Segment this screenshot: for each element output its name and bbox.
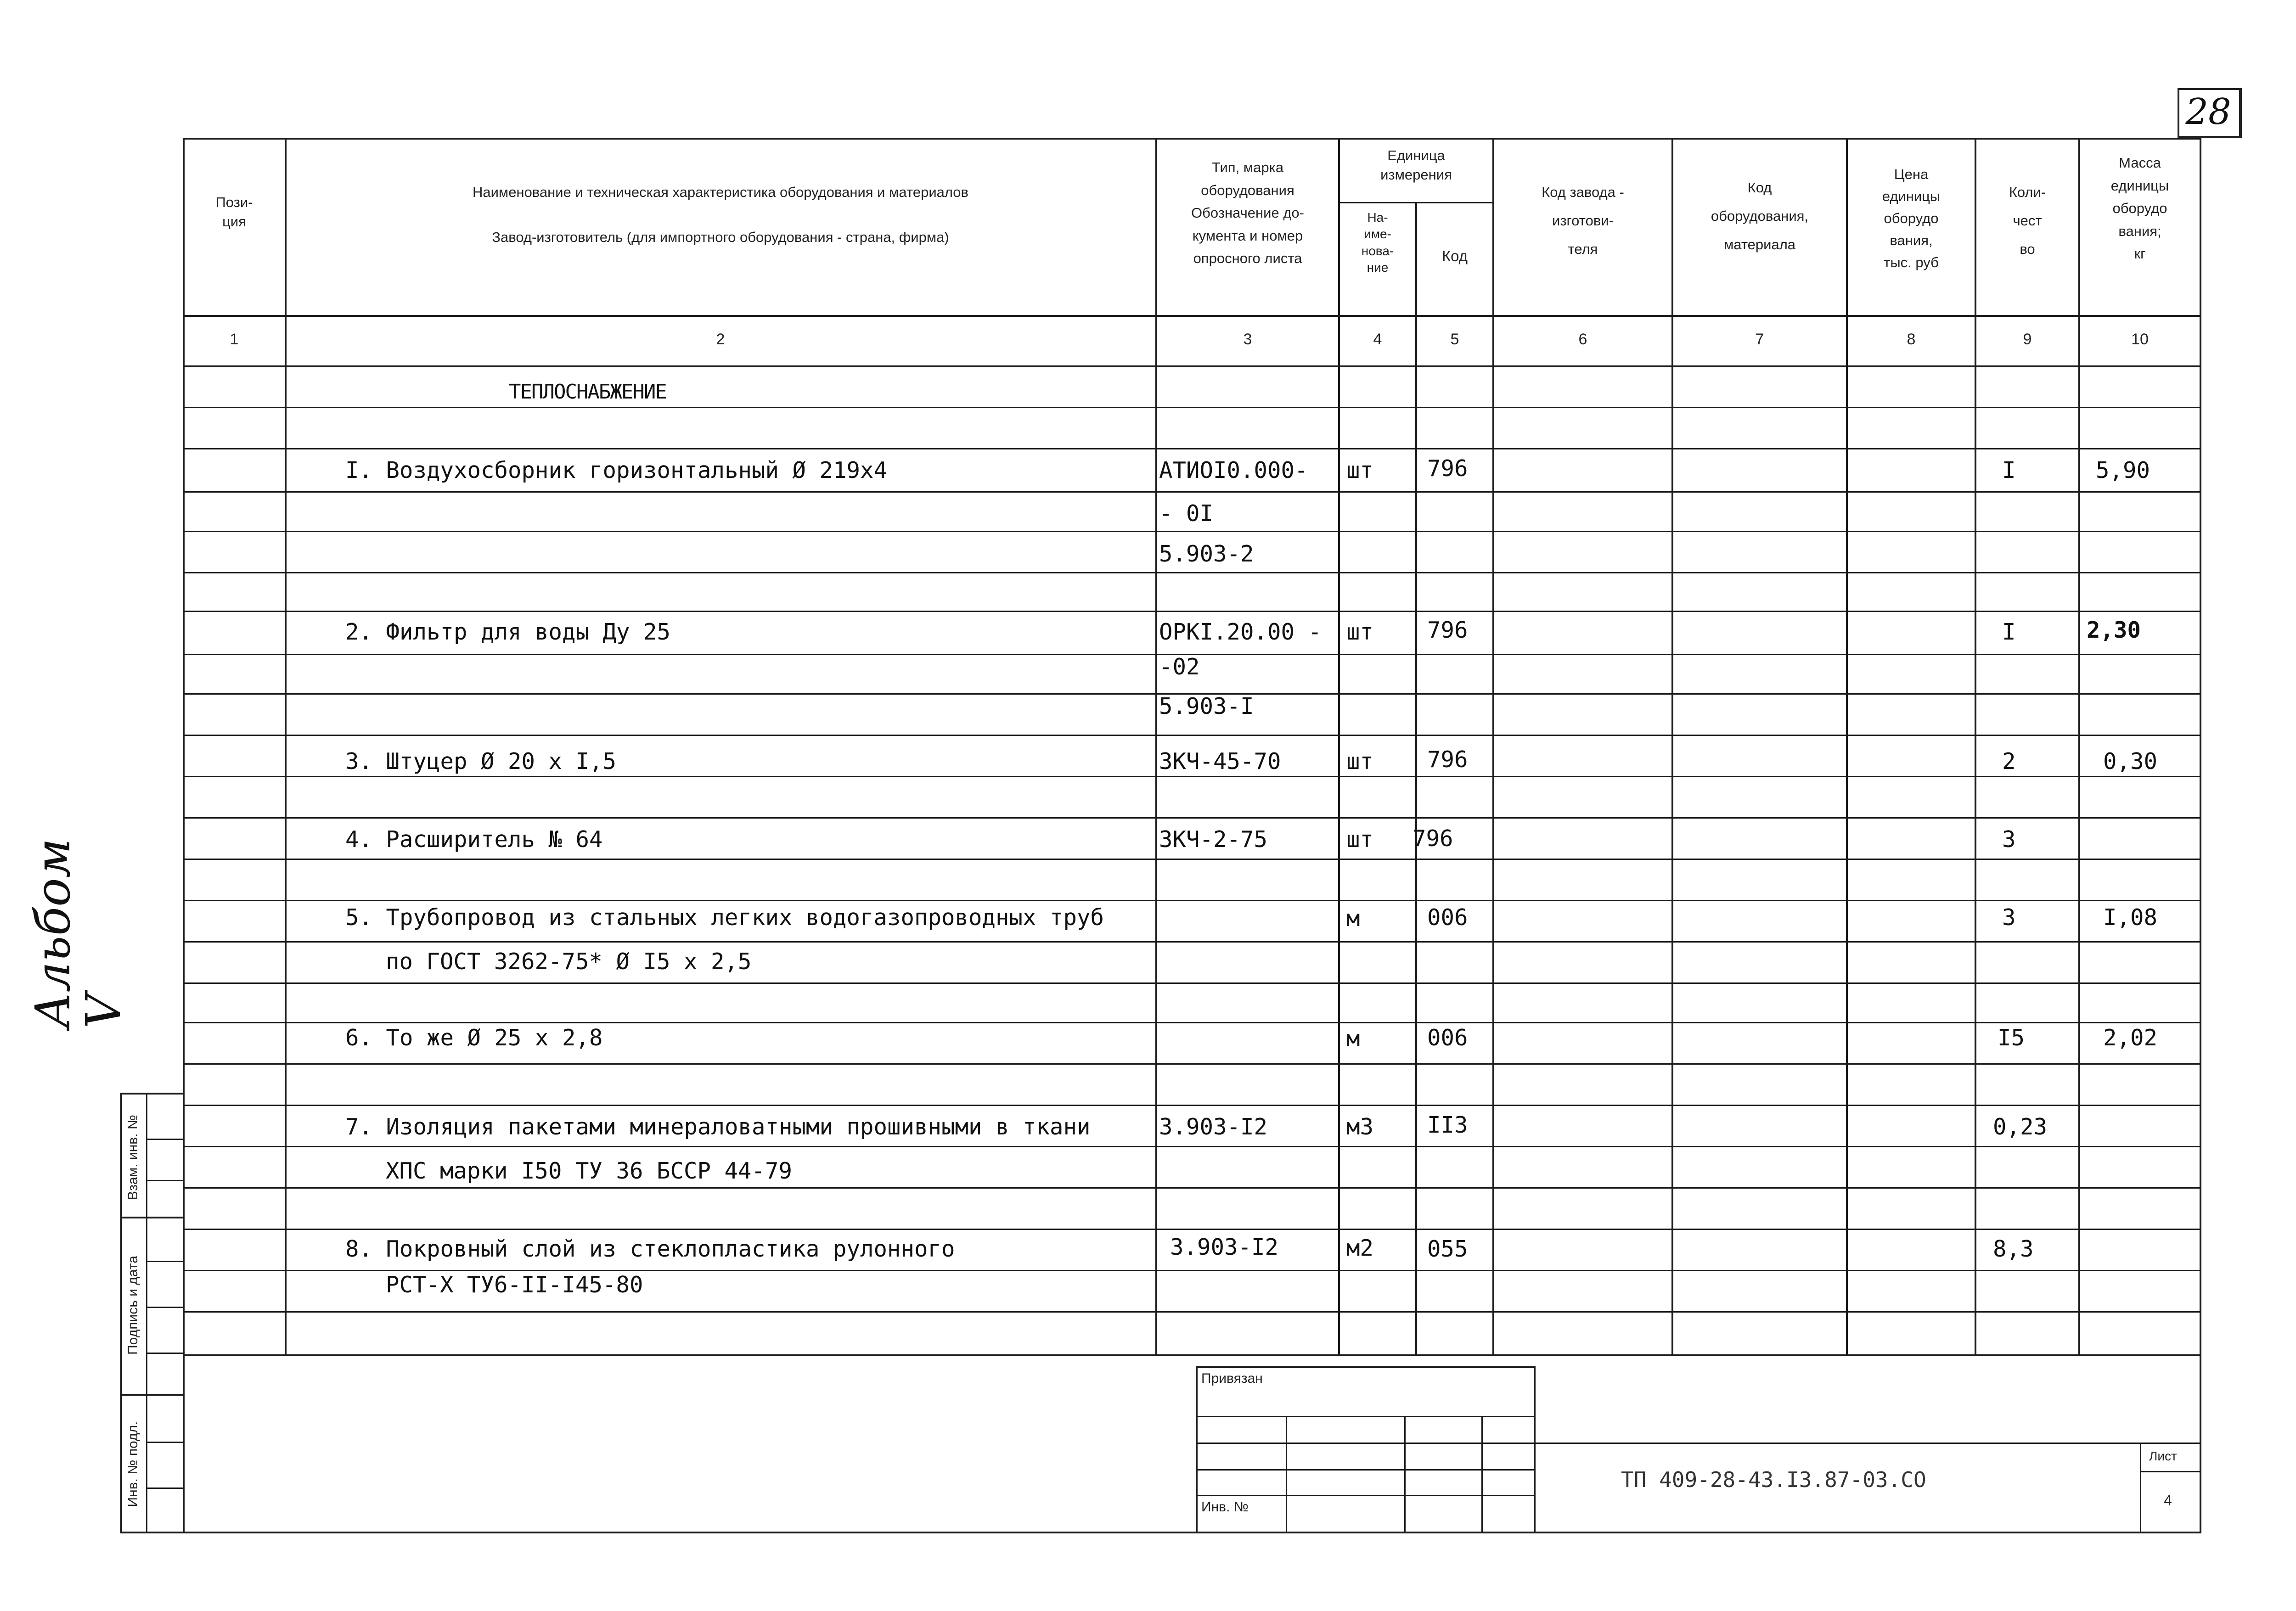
header-price: Цена единицы оборудо вания, тыс. руб (1882, 166, 1941, 271)
item-unit: шт (1346, 619, 1374, 645)
item-type: АТИОI0.000- (1159, 457, 1308, 483)
header-name-line1: Наименование и техническая характеристика оборудования и материалов (472, 184, 969, 200)
item-unit-code: 055 (1427, 1236, 1468, 1262)
item-mass: 5,90 (2096, 457, 2150, 483)
item-unit: шт (1346, 826, 1374, 853)
item-name: РСТ-Х ТУ6-II-I45-80 (386, 1272, 643, 1298)
item-unit: м (1346, 905, 1360, 932)
column-number: 10 (2131, 331, 2149, 348)
item-name: по ГОСТ 3262-75* Ø I5 х 2,5 (386, 949, 752, 975)
side-stamp-replace-inv: Взам. инв. № (125, 1115, 141, 1200)
item-mass: 2,30 (2087, 617, 2141, 643)
item-name: 8. Покровный слой из стеклопластика рулонного (345, 1236, 955, 1262)
item-name: 6. То же Ø 25 х 2,8 (345, 1025, 603, 1051)
header-unit: Единица измерения (1380, 147, 1452, 183)
header-type: Тип, марка оборудования Обозначение до- кумента и номер опросного листа (1191, 159, 1304, 267)
item-unit: шт (1346, 457, 1374, 483)
item-name: 2. Фильтр для воды Ду 25 (345, 619, 671, 645)
item-type: 3.903-I2 (1159, 1114, 1268, 1140)
item-unit-code: 006 (1427, 904, 1468, 931)
header-unit-code: Код (1441, 247, 1468, 264)
side-stamp-inv-orig: Инв. № подл. (125, 1421, 141, 1507)
item-quantity: I (2002, 457, 2016, 483)
section-title: ТЕПЛОСНАБЖЕНИЕ (509, 380, 666, 404)
item-unit: м2 (1346, 1235, 1374, 1261)
header-name-line2: Завод-изготовитель (для импортного оборудования - страна, фирма) (492, 229, 949, 245)
item-quantity: 8,3 (1993, 1236, 2034, 1262)
item-name: 4. Расширитель № 64 (345, 826, 603, 853)
item-unit-code: II3 (1427, 1112, 1468, 1138)
header-position: Пози- ция (215, 194, 253, 230)
item-quantity: 0,23 (1993, 1114, 2048, 1140)
item-quantity: 3 (2002, 826, 2016, 853)
column-number: 5 (1450, 331, 1459, 348)
header-factory-code: Код завода - изготови- теля (1542, 184, 1624, 257)
item-mass: 0,30 (2103, 748, 2158, 775)
column-number: 6 (1578, 331, 1587, 348)
item-unit-code: 006 (1427, 1025, 1468, 1051)
document-code: ТП 409-28-43.I3.87-03.CO (1621, 1467, 1926, 1492)
item-name: 5. Трубопровод из стальных легких водогазопроводных труб (345, 904, 1104, 931)
item-type: ЗКЧ-2-75 (1159, 826, 1268, 853)
column-number: 8 (1907, 331, 1916, 348)
header-mass: Масса единицы оборудо вания; кг (2110, 155, 2169, 262)
item-unit-code: 796 (1412, 825, 1453, 852)
column-number: 9 (2023, 331, 2032, 348)
page-number: 28 (2185, 91, 2231, 133)
column-number: 4 (1373, 331, 1382, 348)
item-name: 3. Штуцер Ø 20 х I,5 (345, 748, 617, 775)
item-mass: I,08 (2103, 904, 2158, 931)
item-type: 3.903-I2 (1170, 1234, 1279, 1260)
item-unit-code: 796 (1427, 747, 1468, 773)
album-label: Альбом V (25, 838, 131, 1028)
item-type: 5.903-I (1159, 693, 1254, 719)
item-type: - 0I (1159, 500, 1214, 527)
item-name: I. Воздухосборник горизонтальный Ø 219х4 (345, 457, 888, 483)
header-material-code: Код оборудования, материала (1711, 180, 1809, 253)
item-unit: шт (1346, 748, 1374, 775)
item-unit-code: 796 (1427, 617, 1468, 643)
item-type: ОРКI.20.00 - (1159, 619, 1322, 645)
item-type: ЗКЧ-45-70 (1159, 748, 1281, 775)
sheet-label: Лист (2149, 1449, 2177, 1463)
side-stamp-sign-date: Подпись и дата (125, 1256, 141, 1355)
item-quantity: I (2002, 619, 2016, 645)
column-number: 1 (230, 331, 239, 348)
item-unit: м3 (1346, 1114, 1374, 1140)
header-quantity: Коли- чест во (2009, 184, 2046, 257)
item-mass: 2,02 (2103, 1025, 2158, 1051)
item-unit: м (1346, 1026, 1360, 1052)
sheet-number: 4 (2164, 1492, 2172, 1509)
item-name: ХПС марки I50 ТУ 36 БССР 44-79 (386, 1158, 793, 1184)
stamp-inv-no: Инв. № (1201, 1499, 1249, 1515)
item-type: 5.903-2 (1159, 541, 1254, 567)
item-quantity: 3 (2002, 904, 2016, 931)
column-number: 2 (716, 331, 725, 348)
column-number: 7 (1755, 331, 1764, 348)
item-type: -02 (1159, 654, 1200, 680)
item-name: 7. Изоляция пакетами минераловатными прошивными в ткани (345, 1114, 1091, 1140)
item-quantity: I5 (1998, 1025, 2025, 1051)
stamp-privyazan: Привязан (1201, 1371, 1263, 1386)
item-quantity: 2 (2002, 748, 2016, 775)
header-unit-name: На- име- нова- ние (1361, 210, 1394, 275)
column-number: 3 (1243, 331, 1252, 348)
item-unit-code: 796 (1427, 455, 1468, 482)
